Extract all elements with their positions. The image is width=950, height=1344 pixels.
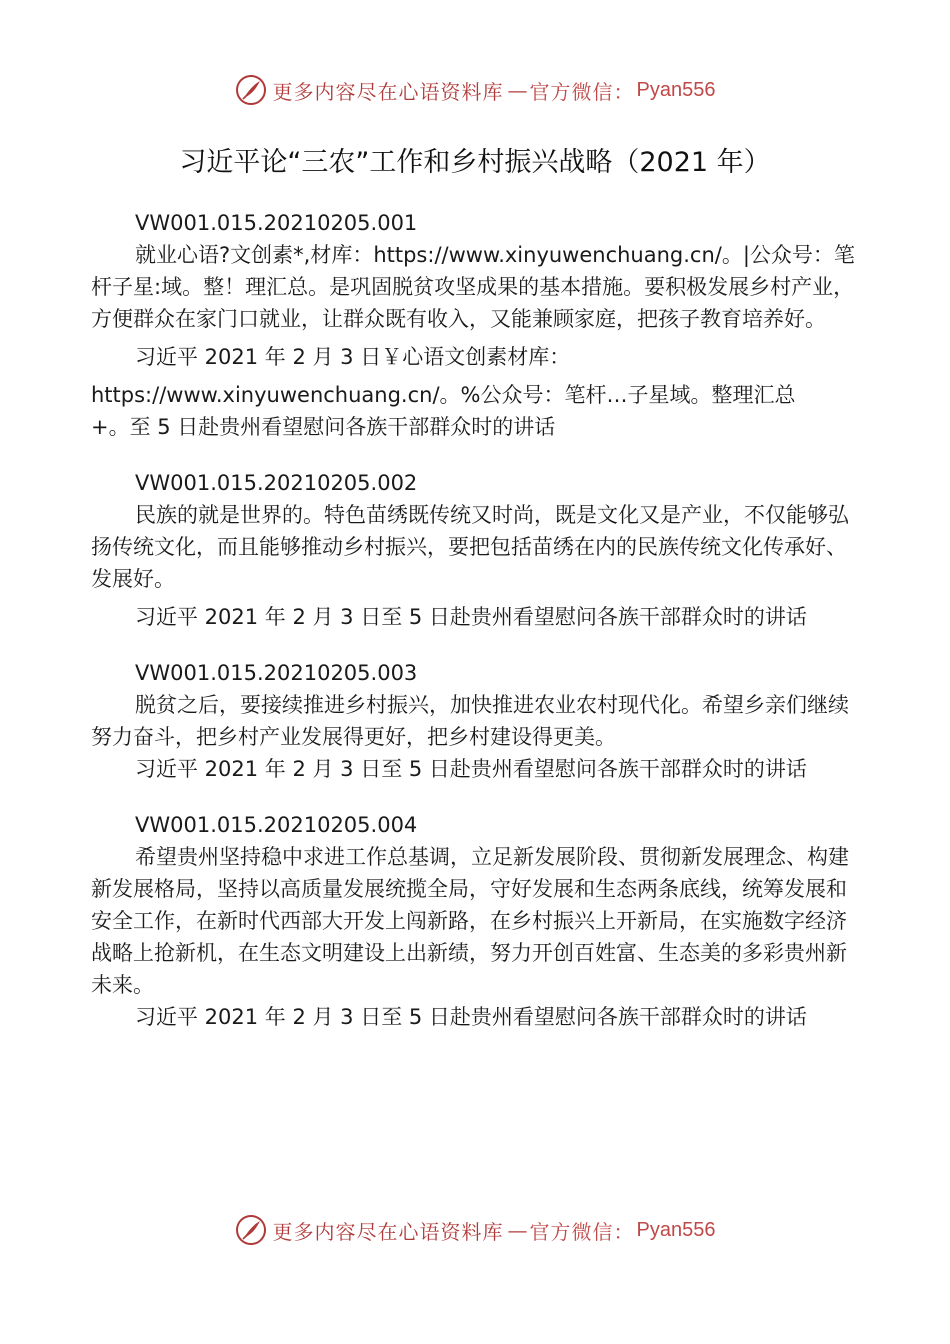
footer-dash: —: [507, 1218, 526, 1242]
entry-source: 习近平 2021 年 2 月 3 日至 5 日赴贵州看望慰问各族干部群众时的讲话: [135, 757, 807, 781]
entry-source-line: +。至 5 日赴贵州看望慰问各族干部群众时的讲话: [91, 415, 556, 439]
entry-code: VW001.015.20210205.004: [135, 813, 418, 837]
entry-source-line: 习近平 2021 年 2 月 3 日￥心语文创素材库：: [135, 345, 571, 369]
entry-code: VW001.015.20210205.003: [135, 661, 418, 685]
document-body: [91, 207, 866, 1033]
footer-contact-label: 官方微信：: [529, 1219, 635, 1244]
footer-brand-text: 更多内容尽在心语资料库: [272, 1219, 504, 1244]
quote-entry: [91, 809, 866, 1033]
quill-pen-icon: [235, 1214, 267, 1246]
entry-text: 民族的就是世界的。特色苗绣既传统又时尚，既是文化又是产业，不仅能够弘扬传统文化，而且能够推动乡村振兴，要把包括苗绣在内的民族传统文化传承好、发展好。: [91, 503, 849, 591]
quote-entry: [91, 207, 866, 443]
entry-source: [91, 341, 866, 443]
quote-entry: [91, 657, 866, 785]
entry-text: 脱贫之后，要接续推进乡村振兴，加快推进农业农村现代化。希望乡亲们继续努力奋斗，把乡村产业发展得更好，把乡村建设得更美。: [91, 693, 849, 749]
header-banner: [0, 74, 950, 106]
quill-pen-icon: [235, 74, 267, 106]
header-brand-text: 更多内容尽在心语资料库: [272, 79, 504, 104]
entry-text: 希望贵州坚持稳中求进工作总基调，立足新发展阶段、贯彻新发展理念、构建新发展格局，坚持以高质量发展统揽全局，守好发展和生态两条底线，统筹发展和安全工作，在新时代西部大开发上闯新路，在乡村振兴上开新局，在实施数字经济战略上抢新机，在生态文明建设上出新绩，努力开创百姓富、生态美的多彩贵州新未来。: [91, 845, 849, 997]
entry-code: VW001.015.20210205.001: [135, 211, 418, 235]
document-title: 习近平论“三农”工作和乡村振兴战略（2021 年）: [179, 147, 771, 178]
entry-code: VW001.015.20210205.002: [135, 471, 418, 495]
entry-source-line: https://www.xinyuwenchuang.cn/。%公众号：笔杆…子星域。整理汇总: [91, 383, 796, 407]
entry-text: 就业心语?文创素*,材库：https://www.xinyuwenchuang.cn/。|公众号：笔杆子星:域。整！理汇总。是巩固脱贫攻坚成果的基本措施。要积极发展乡村产业，方便群众在家门口就业，让群众既有收入，又能兼顾家庭，把孩子教育培养好。: [91, 243, 855, 331]
entry-source: 习近平 2021 年 2 月 3 日至 5 日赴贵州看望慰问各族干部群众时的讲话: [135, 1005, 807, 1029]
entry-source: 习近平 2021 年 2 月 3 日至 5 日赴贵州看望慰问各族干部群众时的讲话: [135, 605, 807, 629]
header-contact-label: 官方微信：: [529, 79, 635, 104]
header-contact-handle: Pyan556: [636, 78, 716, 101]
footer-banner: [0, 1214, 950, 1246]
header-dash: —: [507, 78, 526, 102]
quote-entry: [91, 467, 866, 633]
footer-contact-handle: Pyan556: [636, 1218, 716, 1241]
